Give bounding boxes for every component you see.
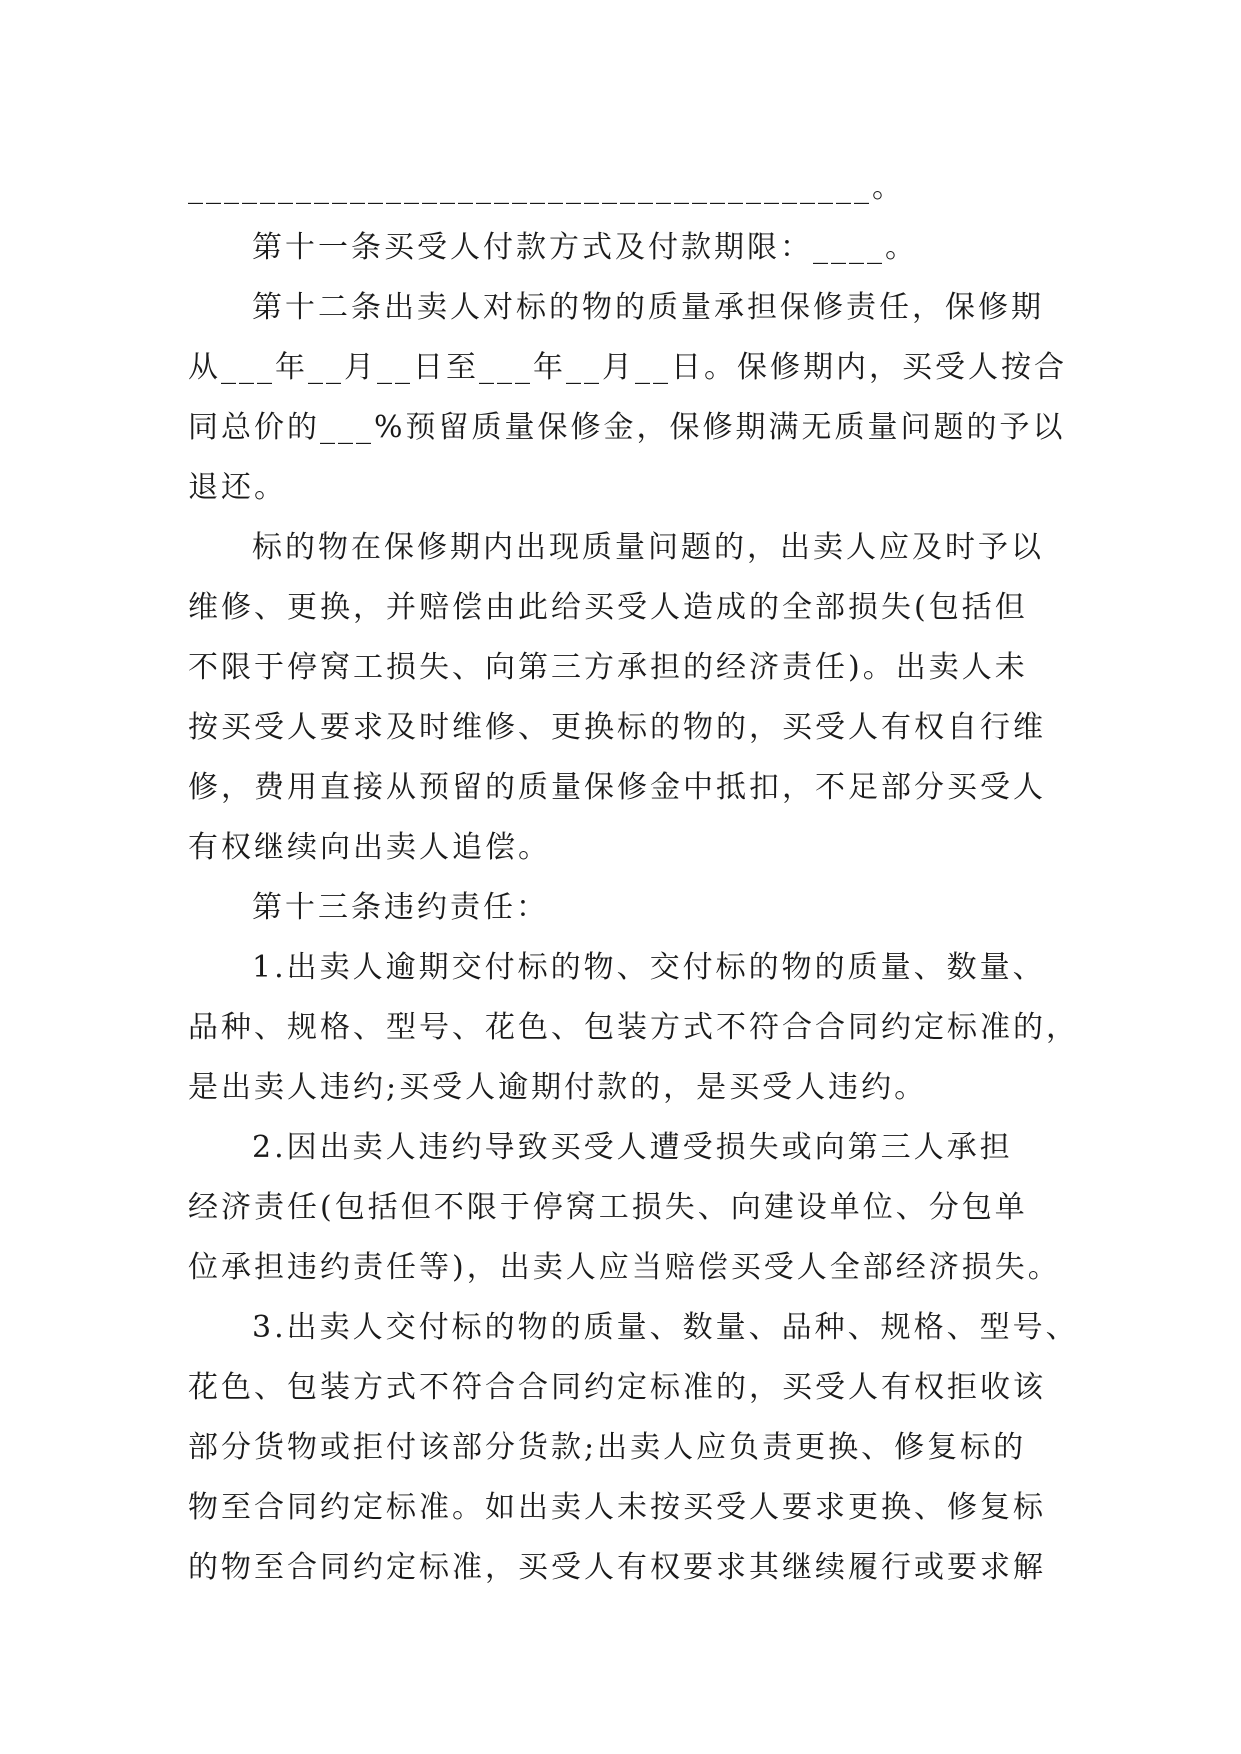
document-body [188,158,1079,1598]
warranty-paragraph-line-6: 有权继续向出卖人追偿。 [188,830,551,865]
article-12-line-4: 退还。 [188,470,287,505]
clause-2-line-1: 2.因出卖人违约导致买受人遭受损失或向第三人承担 [252,1130,1013,1165]
clause-3-line-2: 花色、包装方式不符合合同约定标准的，买受人有权拒收该 [188,1370,1046,1405]
warranty-paragraph-line-5: 修，费用直接从预留的质量保修金中抵扣，不足部分买受人 [188,770,1046,805]
article-11: 第十一条买受人付款方式及付款期限：____。 [252,230,918,265]
article-12-line-1: 第十二条出卖人对标的物的质量承担保修责任，保修期 [252,290,1044,325]
clause-3-line-1: 3.出卖人交付标的物的质量、数量、品种、规格、型号、 [252,1310,1079,1345]
article-12-line-2: 从___年__月__日至___年__月__日。保修期内，买受人按合 [188,350,1067,385]
clause-3-line-3: 部分货物或拒付该部分货款;出卖人应负责更换、修复标的 [188,1430,1027,1465]
blank-fill-line: ______________________________________。 [188,170,905,205]
article-13-heading: 第十三条违约责任： [252,890,549,925]
clause-1-line-1: 1.出卖人逾期交付标的物、交付标的物的质量、数量、 [252,950,1046,985]
clause-1-line-3: 是出卖人违约;买受人逾期付款的，是买受人违约。 [188,1070,928,1105]
clause-2-line-2: 经济责任(包括但不限于停窝工损失、向建设单位、分包单 [188,1190,1028,1225]
clause-3-line-4: 物至合同约定标准。如出卖人未按买受人要求更换、修复标 [188,1490,1046,1525]
clause-3-line-5: 的物至合同约定标准，买受人有权要求其继续履行或要求解 [188,1550,1046,1585]
clause-2-line-3: 位承担违约责任等)，出卖人应当赔偿买受人全部经济损失。 [188,1250,1061,1285]
warranty-paragraph-line-3: 不限于停窝工损失、向第三方承担的经济责任)。出卖人未 [188,650,1028,685]
clause-1-line-2: 品种、规格、型号、花色、包装方式不符合合同约定标准的， [188,1010,1079,1045]
article-12-line-3: 同总价的___%预留质量保修金，保修期满无质量问题的予以 [188,410,1066,445]
warranty-paragraph-line-1: 标的物在保修期内出现质量问题的，出卖人应及时予以 [252,530,1044,565]
warranty-paragraph-line-2: 维修、更换，并赔偿由此给买受人造成的全部损失(包括但 [188,590,1028,625]
warranty-paragraph-line-4: 按买受人要求及时维修、更换标的物的，买受人有权自行维 [188,710,1046,745]
